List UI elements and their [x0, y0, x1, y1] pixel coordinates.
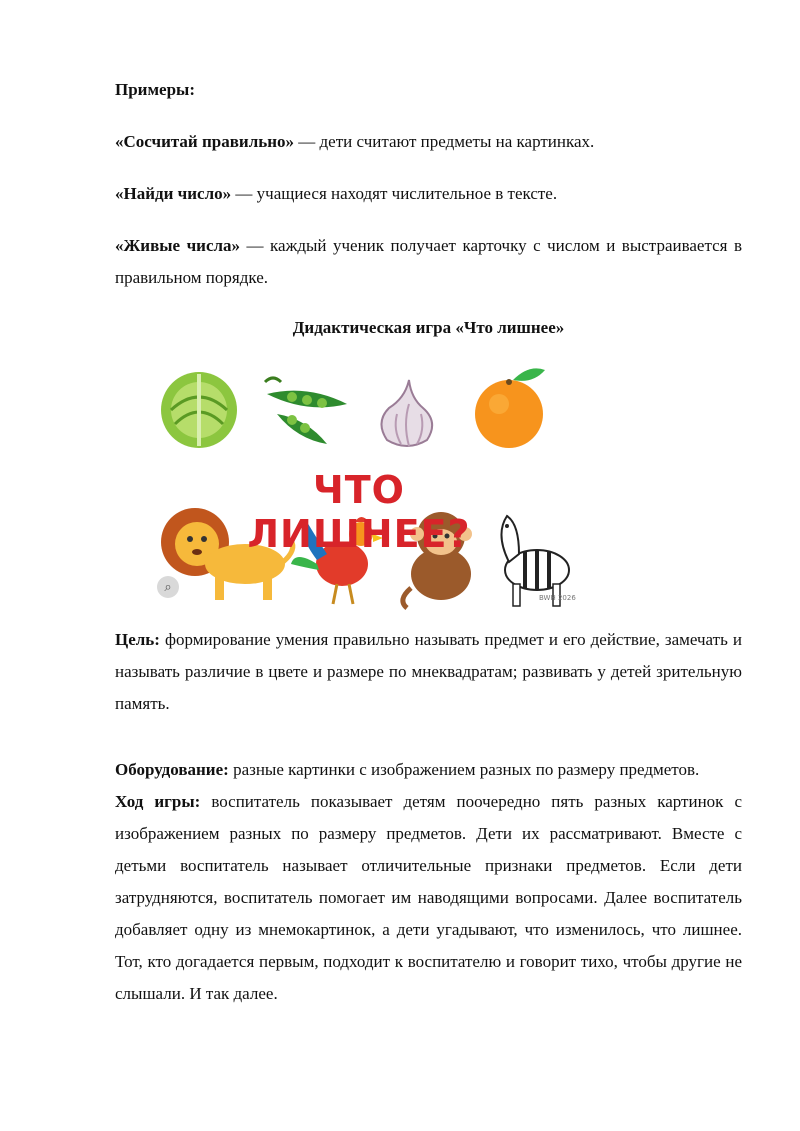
zebra-icon	[501, 516, 569, 606]
example-2-title: «Найди число»	[115, 184, 232, 203]
odd-one-out-banner: ЧТО ЛИШНЕЕ?	[247, 468, 471, 556]
example-3	[115, 230, 742, 294]
document-page	[115, 70, 742, 1010]
example-3-title: «Живые числа»	[115, 236, 241, 255]
procedure-text: воспитатель показывает детям поочередно пять разных картинок с изображением разных по размеру предметов. Дети их рассматривают. Вместе с детьми воспитатель называет отличительные признаки предметов. Если дети затрудняются, воспитатель помогает им наводящими вопросами. Далее воспитатель добавляет одну из мнемокартинок, а дети угадывают, что изменилось, что лишнее. Тот, кто догадается первым, подходит к воспитателю и говорит тихо, чтобы другие не слышали. И так далее.	[115, 792, 742, 1003]
goal-text: формирование умения правильно называть предмет и его действие, замечать и называть различие в цвете и размере по мнеквадратам; развивать у детей зрительную память.	[115, 630, 742, 713]
example-1-title: «Сосчитай правильно»	[115, 132, 295, 151]
procedure-paragraph	[115, 786, 742, 1010]
game-title: Дидактическая игра «Что лишнее»	[292, 318, 565, 337]
peas-icon	[265, 378, 347, 444]
orange-icon	[475, 368, 545, 448]
examples-heading: Примеры:	[115, 80, 195, 99]
procedure-label: Ход игры:	[115, 792, 201, 811]
odd-one-out-image	[157, 364, 597, 614]
example-2	[115, 178, 742, 210]
example-3-text: — каждый ученик получает карточку с числом и выстраивается в правильном порядке.	[115, 236, 742, 287]
example-1	[115, 126, 742, 158]
example-1-text: — дети считают предметы на картинках.	[294, 132, 595, 151]
image-credit: BWH 2026	[539, 594, 576, 602]
garlic-icon	[381, 380, 432, 446]
equipment-paragraph	[115, 754, 742, 786]
goal-label: Цель:	[115, 630, 160, 649]
lens-icon[interactable]: ⌕	[157, 576, 179, 598]
goal-paragraph	[115, 624, 742, 720]
example-2-text: — учащиеся находят числительное в тексте.	[231, 184, 558, 203]
equipment-text: разные картинки с изображением разных по размеру предметов.	[228, 760, 700, 779]
equipment-label: Оборудование:	[115, 760, 229, 779]
cabbage-icon	[161, 372, 237, 448]
